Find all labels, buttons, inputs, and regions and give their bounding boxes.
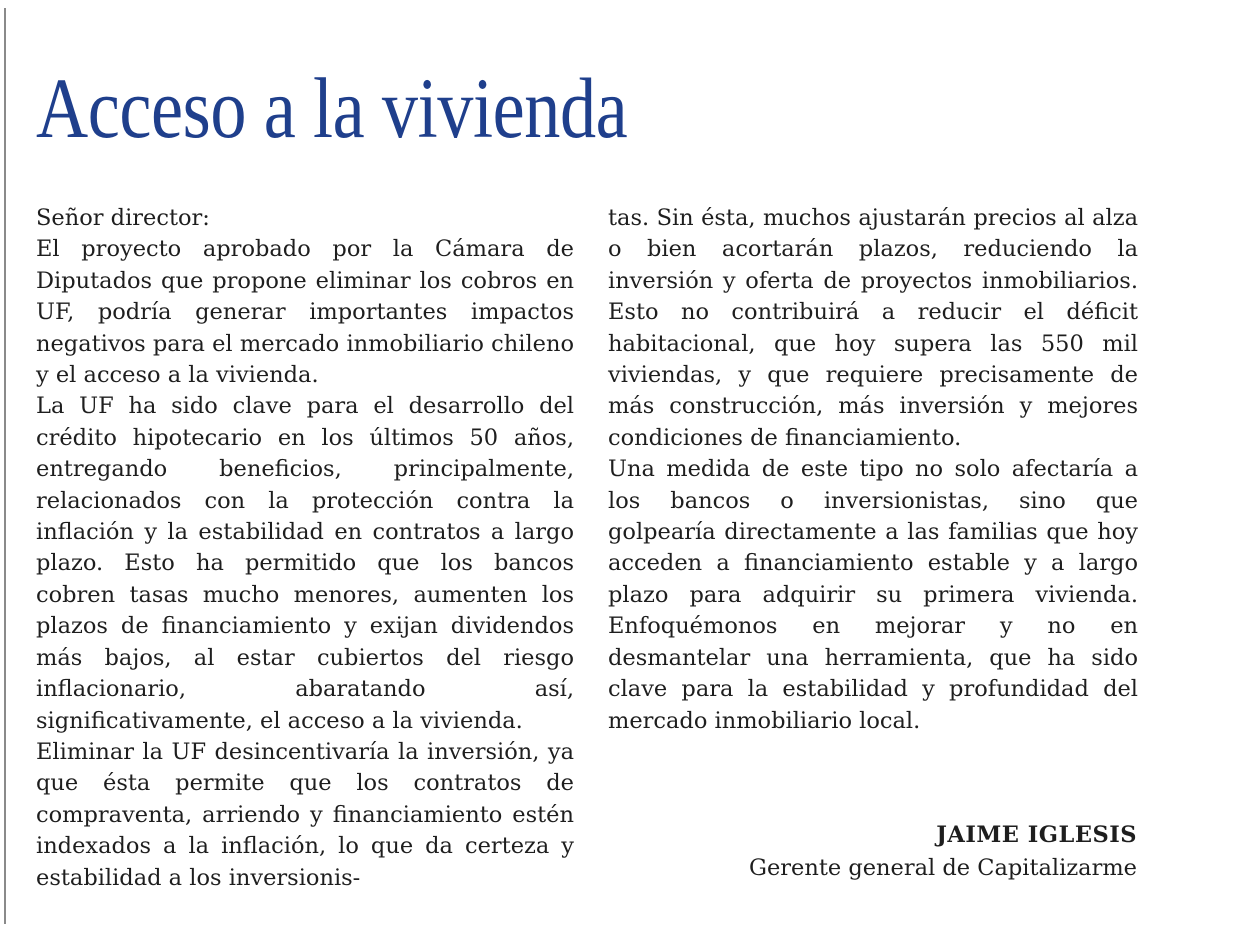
paragraph-3-part-2: tas. Sin ésta, muchos ajustarán precios al alza o bien acortarán plazos, reduciendo la inversión y oferta de proyectos inmobiliarios. Esto no contribuirá a reducir el déficit habitacional, que hoy supera las 550 mil viviendas, y que requiere precisamente de más construcción, más inversión y mejores condiciones de financiamiento. [608,205,1138,451]
article-headline: Acceso a la vivienda [36,60,628,156]
paragraph-3-part-1: Eliminar la UF desincentivaría la inversión, ya que ésta permite que los contratos de compraventa, arriendo y financiamiento estén indexados a la inflación, lo que da certeza y estabilidad a los inversionis- [36,738,574,891]
column-rule [4,8,6,924]
salutation: Señor director: [36,205,210,231]
signature-block [749,819,1137,885]
text-column-right [608,203,1138,737]
author-name: JAIME IGLESIS [936,822,1137,848]
author-title: Gerente general de Capitalizarme [748,855,1137,881]
paragraph-1: El proyecto aprobado por la Cámara de Diputados que propone eliminar los cobros en UF, podría generar importantes impactos negativos para el mercado inmobiliario chileno y el acceso a la vivienda. [36,236,574,389]
paragraph-4: Una medida de este tipo no solo afectaría a los bancos o inversionistas, sino que golpearía directamente a las familias que hoy acceden a financiamiento estable y a largo plazo para adquirir su primera vivienda. Enfoquémonos en mejorar y no en desmantelar una herramienta, que ha sido clave para la estabilidad y profundidad del mercado inmobiliario local. [608,456,1138,734]
text-column-left [36,203,574,894]
paragraph-2: La UF ha sido clave para el desarrollo del crédito hipotecario en los últimos 50 años, entregando beneficios, principalmente, relacionados con la protección contra la inflación y la estabilidad en contratos a largo plazo. Esto ha permitido que los bancos cobren tasas mucho menores, aumenten los plazos de financiamiento y exijan dividendos más bajos, al estar cubiertos del riesgo inflacionario, abaratando así, significativamente, el acceso a la vivienda. [36,393,574,734]
